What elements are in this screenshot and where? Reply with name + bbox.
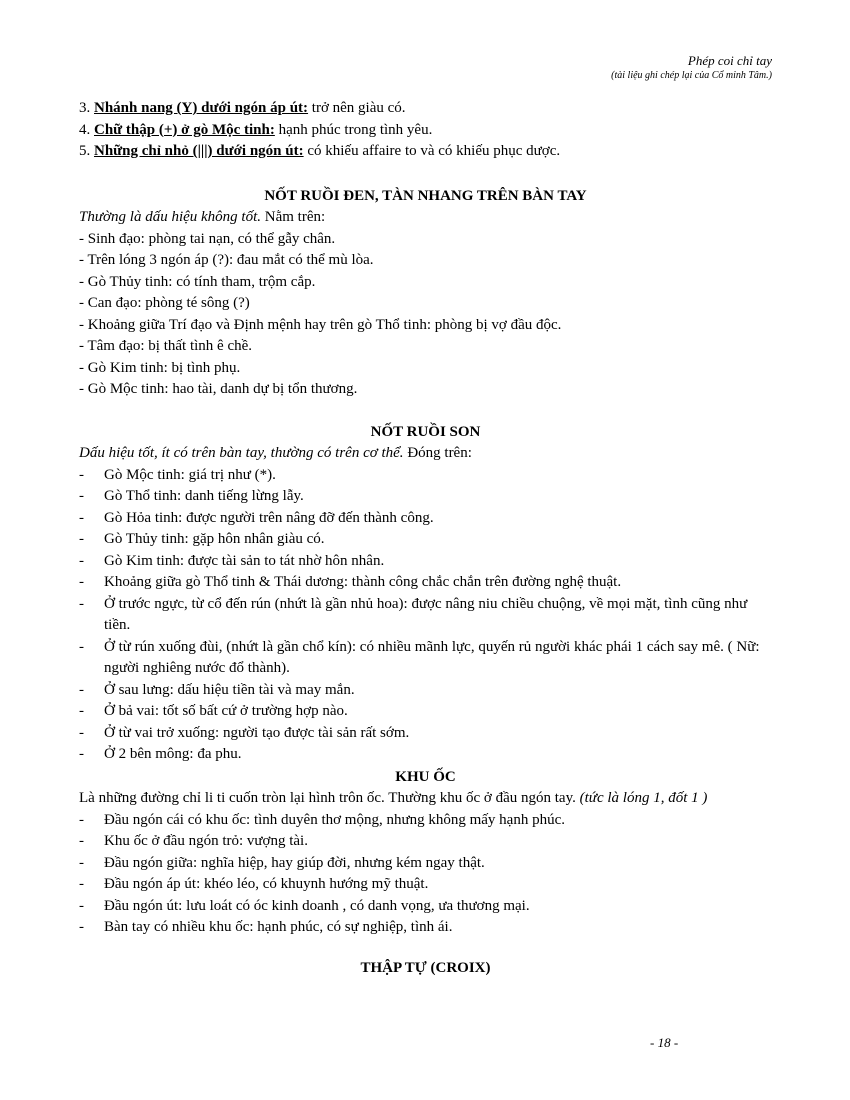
numbered-item: 4. Chữ thập (+) ở gò Mộc tinh: hạnh phúc trong tình yêu. xyxy=(79,121,433,138)
numbered-list xyxy=(79,98,772,163)
section-heading-not-ruoi-son: NỐT RUỒI SON xyxy=(370,423,481,440)
list-item: - Gò Mộc tinh: giá trị như (*). xyxy=(79,465,772,487)
list-item: - Gò Thủy tinh: có tính tham, trộm cắp. xyxy=(79,273,316,290)
list-item: - Gò Thổ tinh: danh tiếng lừng lẫy. xyxy=(79,486,772,508)
document-body xyxy=(79,98,772,979)
khu-oc-list xyxy=(79,810,772,939)
list-item: - Tâm đạo: bị thất tình ê chề. xyxy=(79,338,253,354)
list-item: - Bàn tay có nhiều khu ốc: hạnh phúc, có sự nghiệp, tình ái. xyxy=(79,917,772,939)
numbered-item: 5. Những chỉ nhỏ (|||) dưới ngón út: có khiếu affaire to và có khiếu phục dược. xyxy=(79,143,561,159)
numbered-desc: hạnh phúc trong tình yêu. xyxy=(274,121,433,138)
list-item: - Ở trước ngực, từ cổ đến rún (nhứt là gần nhủ hoa): được nâng niu chiều chuộng, về mọi mặt, tình cũng như tiền. xyxy=(79,594,772,637)
list-item: - Ở từ rún xuống đùi, (nhứt là gần chổ kín): có nhiều mãnh lực, quyến rủ người khác phái 1 cách say mê. ( Nữ: người nghiêng nước đổ thành). xyxy=(79,637,772,680)
section-heading-thap-tu: THẬP TỰ (CROIX) xyxy=(360,959,491,976)
not-ruoi-den-list xyxy=(79,229,772,401)
document-subtitle: (tài liệu ghi chép lại của Cổ minh Tâm.) xyxy=(611,70,772,81)
list-item: - Khoảng giữa gò Thổ tinh & Thái dương: thành công chắc chắn trên đường nghệ thuật. xyxy=(79,572,772,594)
numbered-term: Những chỉ nhỏ (|||) dưới ngón út: xyxy=(94,143,304,159)
numbered-desc: trở nên giàu có. xyxy=(308,100,406,116)
section-heading-not-ruoi-den: NỐT RUỒI ĐEN, TÀN NHANG TRÊN BÀN TAY xyxy=(264,187,587,204)
page-header xyxy=(611,52,772,83)
list-item: - Gò Kim tinh: được tài sản to tát nhờ hôn nhân. xyxy=(79,551,772,573)
list-item: - Ở bả vai: tốt số bất cứ ở trường hợp nào. xyxy=(79,701,772,723)
list-item: - Gò Hỏa tinh: được người trên nâng đỡ đến thành công. xyxy=(79,508,772,530)
section-heading-khu-oc: KHU ỐC xyxy=(395,768,456,785)
section-intro: Dấu hiệu tốt, ít có trên bàn tay, thường có trên cơ thể. Đóng trên: xyxy=(79,445,472,461)
numbered-term: Chữ thập (+) ở gò Mộc tinh: xyxy=(94,121,275,138)
section-intro: Là những đường chỉ li ti cuốn tròn lại hình trôn ốc. Thường khu ốc ở đầu ngón tay. (tức là lóng 1, đốt 1 ) xyxy=(79,790,708,806)
list-item: - Can đạo: phòng té sông (?) xyxy=(79,295,250,311)
list-item: - Ở 2 bên mông: đa phu. xyxy=(79,744,772,766)
list-item: - Gò Mộc tinh: hao tài, danh dự bị tổn thương. xyxy=(79,381,358,397)
list-item: - Khoảng giữa Trí đạo và Định mệnh hay trên gò Thổ tinh: phòng bị vợ đầu độc. xyxy=(79,316,562,333)
section-intro: Thường là dấu hiệu không tốt. Nằm trên: xyxy=(79,209,326,225)
document-title: Phép coi chỉ tay xyxy=(687,53,772,68)
not-ruoi-son-list xyxy=(79,465,772,766)
list-item: - Ở từ vai trở xuống: người tạo được tài sản rất sớm. xyxy=(79,723,772,745)
list-item: - Đầu ngón áp út: khéo léo, có khuynh hướng mỹ thuật. xyxy=(79,874,772,896)
list-item: - Sinh đạo: phòng tai nạn, có thể gẫy chân. xyxy=(79,230,336,247)
list-item: - Trên lóng 3 ngón áp (?): đau mắt có thể mù lòa. xyxy=(79,252,374,268)
numbered-item: 3. Nhánh nang (Y) dưới ngón áp út: trở nên giàu có. xyxy=(79,100,406,116)
numbered-term: Nhánh nang (Y) dưới ngón áp út: xyxy=(94,100,309,116)
list-item: - Gò Thủy tinh: gặp hôn nhân giàu có. xyxy=(79,529,772,551)
list-item: - Gò Kim tinh: bị tình phụ. xyxy=(79,359,241,376)
list-item: - Khu ốc ở đầu ngón trỏ: vượng tài. xyxy=(79,831,772,853)
list-item: - Đầu ngón giữa: nghĩa hiệp, hay giúp đời, nhưng kém ngay thật. xyxy=(79,853,772,875)
list-item: - Đầu ngón cái có khu ốc: tình duyên thơ mộng, nhưng không mấy hạnh phúc. xyxy=(79,810,772,832)
list-item: - Ở sau lưng: dấu hiệu tiền tài và may mắn. xyxy=(79,680,772,702)
page-number: - 18 - xyxy=(650,1035,679,1050)
numbered-desc: có khiếu affaire to và có khiếu phục dược. xyxy=(303,143,561,159)
list-item: - Đầu ngón út: lưu loát có óc kinh doanh , có danh vọng, ưa thương mại. xyxy=(79,896,772,918)
